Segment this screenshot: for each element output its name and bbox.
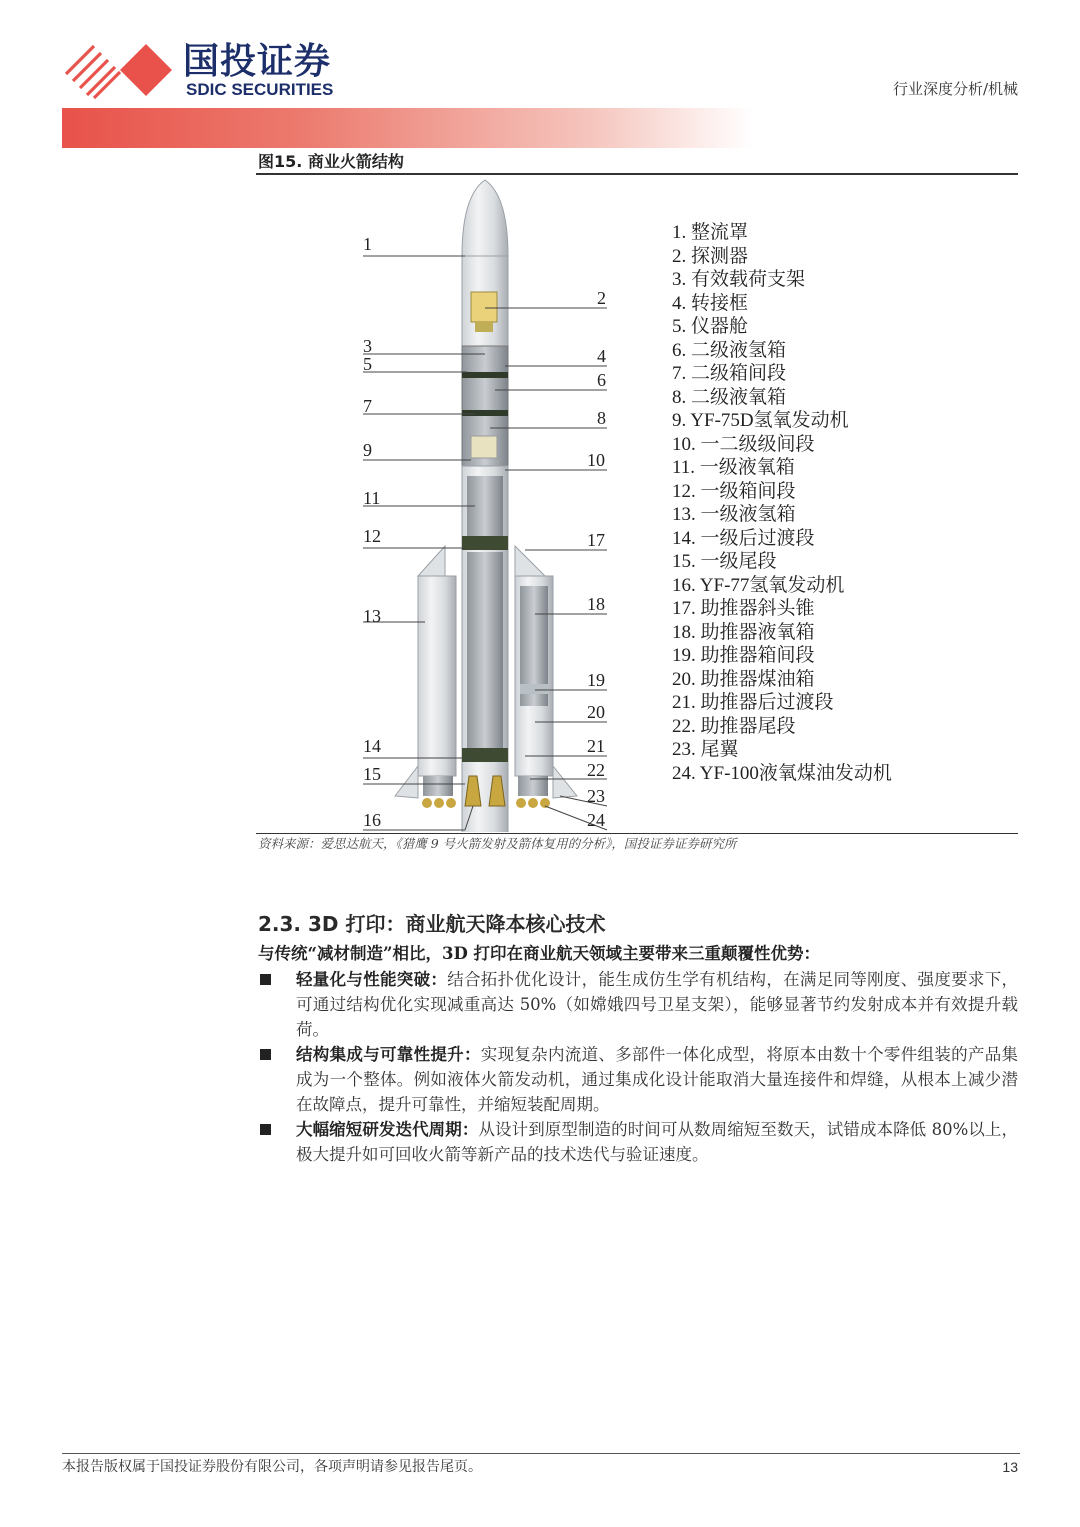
callout-20: 20 xyxy=(587,702,605,722)
report-category: 行业深度分析/机械 xyxy=(892,80,1018,98)
figure-source: 资料来源：爱思达航天，《猎鹰 9 号火箭发射及箭体复用的分析》，国投证券证券研究所 xyxy=(258,836,737,851)
legend-item: 19. 助推器箱间段 xyxy=(672,645,815,666)
callout-11: 11 xyxy=(363,488,381,508)
section-intro: 与传统“减材制造”相比，3D 打印在商业航天领域主要带来三重颠覆性优势： xyxy=(258,944,821,963)
legend-item: 17. 助推器斜头锥 xyxy=(672,598,815,619)
bullet-text xyxy=(296,1117,1018,1167)
legend-item: 7. 二级箱间段 xyxy=(672,363,787,384)
legend-item: 4. 转接框 xyxy=(672,292,749,314)
rocket-structure-diagram xyxy=(355,176,617,832)
legend-item: 22. 助推器尾段 xyxy=(672,715,796,737)
callout-8: 8 xyxy=(597,408,606,428)
legend-item: 9. YF-75D氢氧发动机 xyxy=(672,410,849,431)
callout-6: 6 xyxy=(597,370,606,390)
callout-19: 19 xyxy=(587,670,605,690)
bullet-text xyxy=(296,1042,1018,1117)
figure-bottom-rule xyxy=(256,833,1018,834)
callout-10: 10 xyxy=(587,450,605,470)
bullet-body: 实现复杂内流道、多部件一体化成型，将原本由数十个零件组装的产品集成为一个整体。例如液体火箭发动机，通过集成化设计能取消大量连接件和焊缝，从根本上减少潜在故障点，提升可靠性，并缩短装配周期。 xyxy=(296,1045,1019,1114)
bullet-title: 大幅缩短研发迭代周期： xyxy=(296,1120,479,1139)
callout-7: 7 xyxy=(363,396,372,416)
legend-item: 12. 一级箱间段 xyxy=(672,480,796,502)
callout-1: 1 xyxy=(363,234,372,254)
bullet-text xyxy=(296,967,1018,1042)
callout-5: 5 xyxy=(363,354,372,374)
legend-item: 13. 一级液氢箱 xyxy=(672,504,796,525)
legend-item: 21. 助推器后过渡段 xyxy=(672,692,834,713)
legend-item: 24. YF-100液氧煤油发动机 xyxy=(672,762,892,784)
callout-12: 12 xyxy=(363,526,381,546)
callout-3: 3 xyxy=(363,336,372,356)
sdic-logo-icon xyxy=(62,40,174,100)
callout-13: 13 xyxy=(363,606,381,626)
bullet-square-icon xyxy=(260,1049,271,1060)
figure-top-rule xyxy=(256,173,1018,175)
callout-2: 2 xyxy=(597,288,606,308)
bullet-title: 结构集成与可靠性提升： xyxy=(296,1045,481,1064)
fairing-shape xyxy=(462,180,508,256)
callout-14: 14 xyxy=(363,736,381,756)
legend-item: 18. 助推器液氧箱 xyxy=(672,621,815,643)
callout-15: 15 xyxy=(363,764,381,784)
bullet-square-icon xyxy=(260,974,271,985)
legend-item: 8. 二级液氧箱 xyxy=(672,386,787,408)
legend-item: 20. 助推器煤油箱 xyxy=(672,668,815,690)
bullet-square-icon xyxy=(260,1124,271,1135)
legend-item: 10. 一二级级间段 xyxy=(672,433,815,455)
bullet-title: 轻量化与性能突破： xyxy=(296,970,448,989)
legend-item: 14. 一级后过渡段 xyxy=(672,527,815,549)
footer-disclaimer: 本报告版权属于国投证券股份有限公司，各项声明请参见报告尾页。 xyxy=(62,1459,482,1475)
callout-16: 16 xyxy=(363,810,381,830)
legend-item: 3. 有效载荷支架 xyxy=(672,269,806,290)
legend-item: 1. 整流罩 xyxy=(672,222,749,243)
footer-rule xyxy=(62,1453,1020,1454)
bullet-body: 结合拓扑优化设计，能生成仿生学有机结构，在满足同等刚度、强度要求下，可通过结构优化实现减重高达 50%（如嫦娥四号卫星支架），能够显著节约发射成本并有效提升载荷。 xyxy=(296,970,1019,1039)
payload-shape xyxy=(471,292,497,322)
callout-18: 18 xyxy=(587,594,605,614)
callout-4: 4 xyxy=(597,346,606,366)
callout-9: 9 xyxy=(363,440,372,460)
callout-24: 24 xyxy=(587,810,605,830)
legend-item: 5. 仪器舱 xyxy=(672,316,749,337)
rocket-parts-legend xyxy=(672,221,892,785)
page-number: 13 xyxy=(1002,1459,1018,1475)
header-band xyxy=(62,108,1022,148)
callout-23: 23 xyxy=(587,786,605,806)
bullet-body: 从设计到原型制造的时间可从数周缩短至数天，试错成本降低 80%以上，极大提升如可回收火箭等新产品的技术迭代与验证速度。 xyxy=(296,1120,1018,1164)
figure-title: 图15. 商业火箭结构 xyxy=(258,152,404,171)
logo-text-en: SDIC SECURITIES xyxy=(186,80,334,99)
callout-21: 21 xyxy=(587,736,605,756)
legend-item: 15. 一级尾段 xyxy=(672,551,777,572)
logo-text-cn: 国投证券 xyxy=(183,41,332,82)
callout-22: 22 xyxy=(587,760,605,780)
callout-17: 17 xyxy=(587,530,605,550)
legend-item: 11. 一级液氧箱 xyxy=(672,457,795,478)
section-heading: 2.3. 3D 打印：商业航天降本核心技术 xyxy=(258,912,606,936)
legend-item: 23. 尾翼 xyxy=(672,739,739,760)
legend-item: 16. YF-77氢氧发动机 xyxy=(672,574,845,596)
legend-item: 2. 探测器 xyxy=(672,245,749,267)
legend-item: 6. 二级液氢箱 xyxy=(672,339,787,361)
